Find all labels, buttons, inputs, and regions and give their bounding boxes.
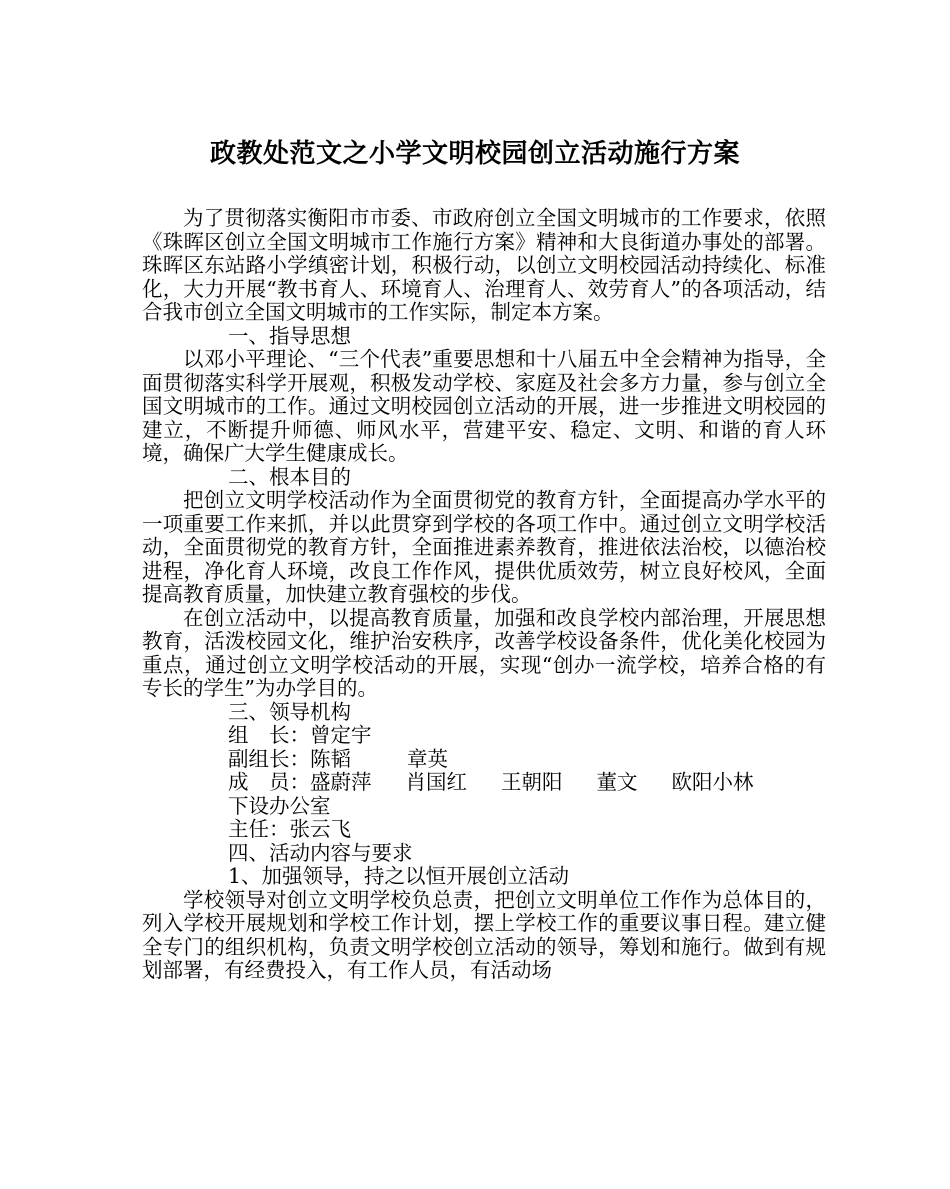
deputy-line <box>142 748 826 772</box>
paragraph-activity-focus: 在创立活动中，以提高教育质量，加强和改良学校内部治理，开展思想教育，活泼校园文化，维护治安秩序，改善学校设备条件，优化美化校园为重点，通过创立文明学校活动的开展，实现“创办一流学校，培养合格的有专长的学生”为办学目的。 <box>142 605 826 700</box>
director-line: 主任：张云飞 <box>228 817 351 841</box>
deputy-label: 副组长：陈韬 <box>228 746 351 771</box>
member-name-2: 肖国红 <box>405 770 467 794</box>
paragraph-basic-goal: 把创立文明学校活动作为全面贯彻党的教育方针，全面提高办学水平的一项重要工作来抓，并以此贯穿到学校的各项工作中。通过创立文明学校活动，全面贯彻党的教育方针，全面推进素养教育，推进依法治校，以德治校进程，净化育人环境，改良工作作风，提供优质效劳，树立良好校风，全面提高教育质量，加快建立教育强校的步伐。 <box>142 488 826 606</box>
paragraph-leadership-requirements: 学校领导对创立文明学校负总责，把创立文明单位工作作为总体目的，列入学校开展规划和学校工作计划，摆上学校工作的重要议事日程。建立健全专门的组织机构，负责文明学校创立活动的领导，筹划和施行。做到有规划部署，有经费投入，有工作人员，有活动场 <box>142 887 826 982</box>
section-heading-guiding-thought: 一、指导思想 <box>228 323 351 348</box>
subsection-heading-leadership: 1、加强领导，持之以恒开展创立活动 <box>228 864 570 888</box>
office-line: 下设办公室 <box>228 793 331 818</box>
paragraph-intro: 为了贯彻落实衡阳市市委、市政府创立全国文明城市的工作要求，依照《珠晖区创立全国文明城市工作施行方案》精神和大良街道办事处的部署。珠晖区东站路小学缜密计划，积极行动，以创立文明校园活动持续化、标准化，大力开展“教书育人、环境育人、治理育人、效劳育人”的各项活动，结合我市创立全国文明城市的工作实际，制定本方案。 <box>142 206 826 324</box>
section-heading-leadership: 三、领导机构 <box>228 699 351 724</box>
leader-line: 组 长：曾定宇 <box>228 723 372 747</box>
members-line <box>142 771 826 795</box>
document-title: 政教处范文之小学文明校园创立活动施行方案 <box>209 139 740 169</box>
member-name-3: 王朝阳 <box>501 770 563 794</box>
members-label: 成 员：盛蔚萍 <box>228 770 372 794</box>
member-name-5: 欧阳小林 <box>671 770 754 794</box>
section-heading-basic-goal: 二、根本目的 <box>228 464 351 489</box>
member-name-4: 董文 <box>596 770 638 794</box>
deputy-name-2: 章英 <box>407 746 448 771</box>
document-body <box>142 207 826 983</box>
paragraph-guiding-thought: 以邓小平理论、“三个代表”重要思想和十八届五中全会精神为指导，全面贯彻落实科学开展观，积极发动学校、家庭及社会多方力量，参与创立全国文明城市的工作。通过文明校园创立活动的开展，进一步推进文明校园的建立，不断提升师德、师风水平，营建平安、稳定、文明、和谐的育人环境，确保广大学生健康成长。 <box>142 347 826 465</box>
section-heading-activities: 四、活动内容与要求 <box>228 840 413 865</box>
